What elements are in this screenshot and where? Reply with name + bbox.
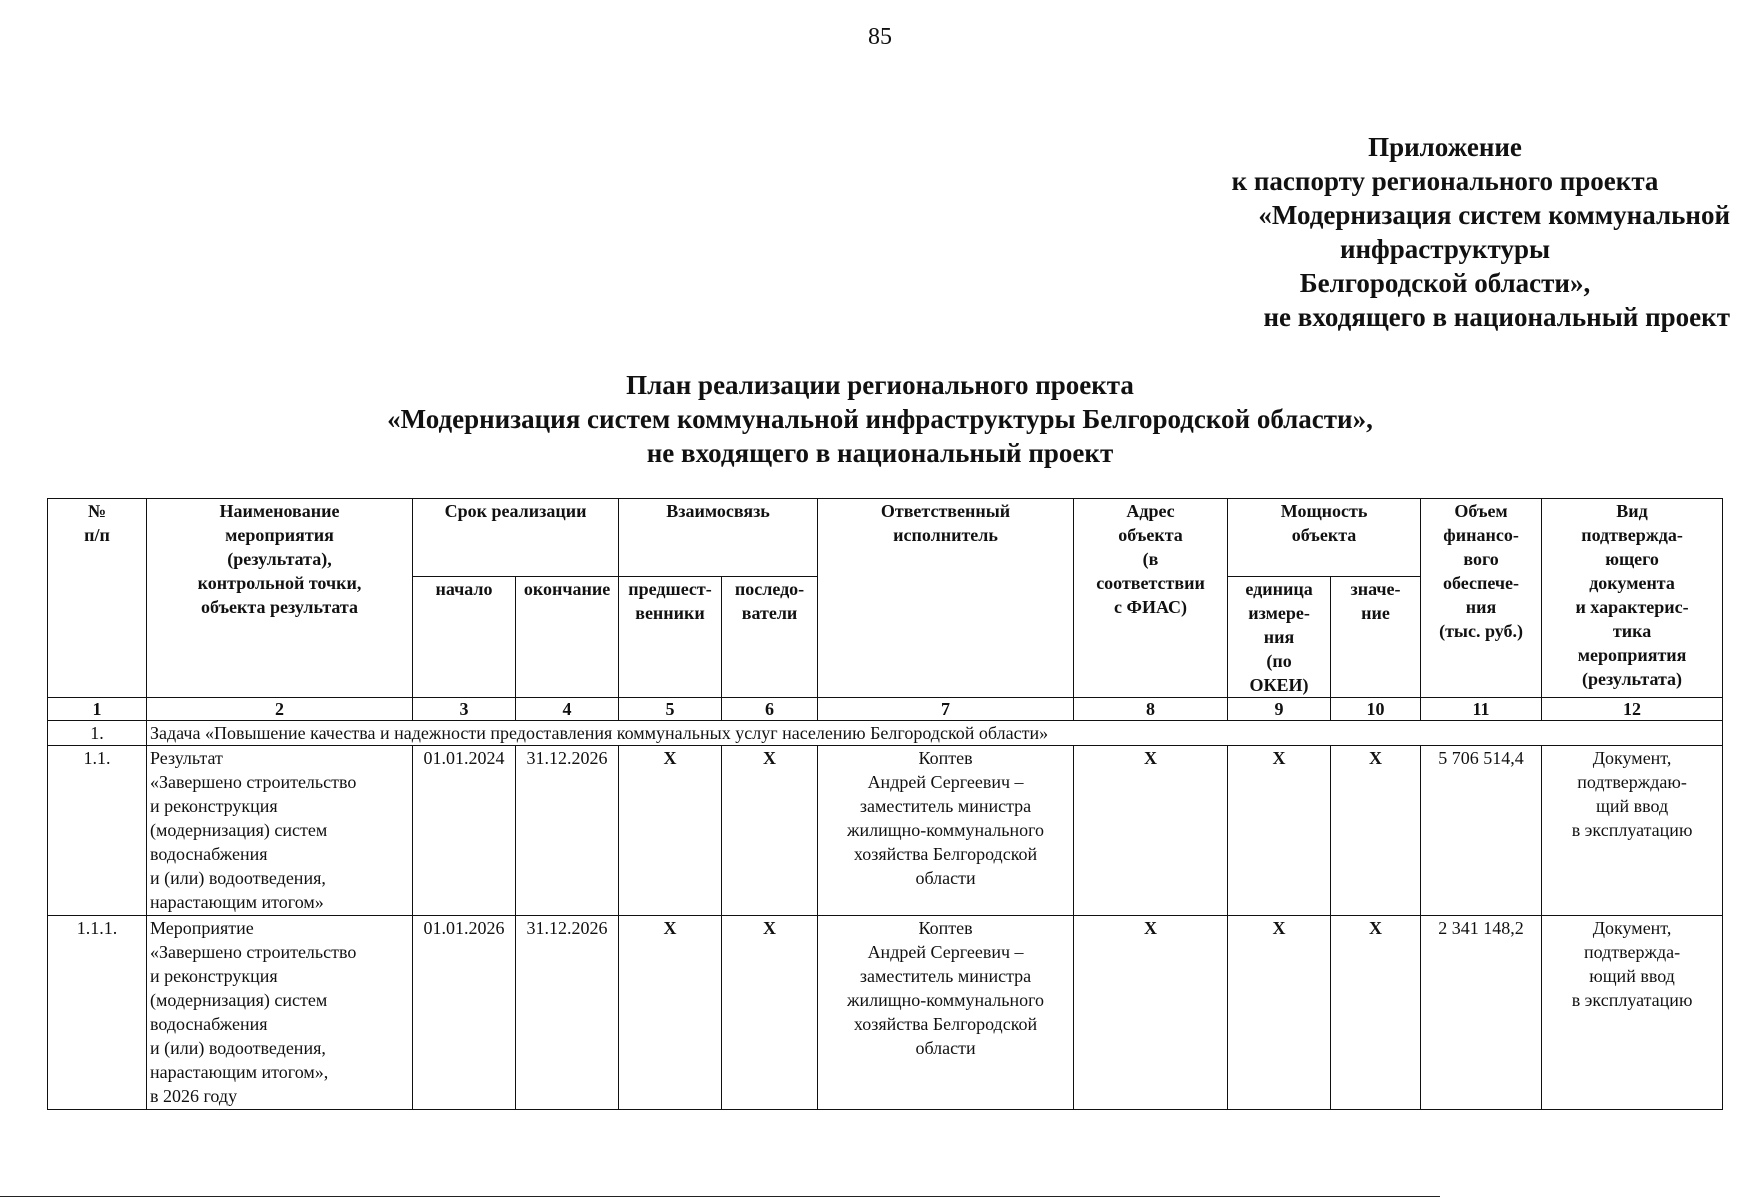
column-number: 3 bbox=[413, 698, 516, 721]
row-end: 31.12.2026 bbox=[516, 746, 619, 916]
implementation-plan-table bbox=[47, 498, 1723, 1110]
header-value: значе- ние bbox=[1331, 577, 1421, 698]
column-number-row bbox=[48, 698, 1723, 721]
header-predecessors: предшест- венники bbox=[619, 577, 722, 698]
row-value: X bbox=[1331, 746, 1421, 916]
task-text: Задача «Повышение качества и надежности предоставления коммунальных услуг населению Белгородской области» bbox=[147, 721, 1723, 746]
header-relation: Взаимосвязь bbox=[619, 499, 818, 577]
column-number: 12 bbox=[1542, 698, 1723, 721]
header-name: Наименование мероприятия (результата), контрольной точки, объекта результата bbox=[147, 499, 413, 698]
column-number: 6 bbox=[722, 698, 818, 721]
document-title bbox=[0, 368, 1760, 470]
annex-line: к паспорту регионального проекта bbox=[1231, 166, 1659, 196]
row-name: Мероприятие «Завершено строительство и реконструкция (модернизация) систем водоснабжения и (или) водоотведения, нарастающим итогом», в 2026 году bbox=[147, 916, 413, 1110]
row-name: Результат «Завершено строительство и реконструкция (модернизация) систем водоснабжения и (или) водоотведения, нарастающим итогом» bbox=[147, 746, 413, 916]
table-row bbox=[48, 746, 1723, 916]
header-end: окончание bbox=[516, 577, 619, 698]
header-doc: Вид подтвержда- ющего документа и характерис- тика мероприятия (результата) bbox=[1542, 499, 1723, 698]
row-finance: 2 341 148,2 bbox=[1421, 916, 1542, 1110]
column-number: 5 bbox=[619, 698, 722, 721]
row-responsible: Коптев Андрей Сергеевич – заместитель министра жилищно-коммунального хозяйства Белгородской области bbox=[818, 916, 1074, 1110]
table-row bbox=[48, 916, 1723, 1110]
page-bottom-rule bbox=[0, 1196, 1440, 1197]
row-predecessors: X bbox=[619, 916, 722, 1110]
row-value: X bbox=[1331, 916, 1421, 1110]
row-start: 01.01.2026 bbox=[413, 916, 516, 1110]
task-num: 1. bbox=[48, 721, 147, 746]
title-line: План реализации регионального проекта bbox=[626, 370, 1134, 400]
row-unit: X bbox=[1228, 746, 1331, 916]
header-capacity: Мощность объекта bbox=[1228, 499, 1421, 577]
header-start: начало bbox=[413, 577, 516, 698]
row-end: 31.12.2026 bbox=[516, 916, 619, 1110]
row-successors: X bbox=[722, 746, 818, 916]
annex-line: Белгородской области», bbox=[1299, 268, 1591, 298]
annex-heading bbox=[1160, 130, 1730, 334]
header-unit: единица измере- ния (по ОКЕИ) bbox=[1228, 577, 1331, 698]
annex-line: Приложение bbox=[1368, 132, 1522, 162]
column-number: 7 bbox=[818, 698, 1074, 721]
row-unit: X bbox=[1228, 916, 1331, 1110]
column-number: 9 bbox=[1228, 698, 1331, 721]
title-line: «Модернизация систем коммунальной инфраструктуры Белгородской области», bbox=[387, 404, 1373, 434]
row-start: 01.01.2024 bbox=[413, 746, 516, 916]
column-number: 8 bbox=[1074, 698, 1228, 721]
title-line: не входящего в национальный проект bbox=[646, 438, 1114, 468]
row-successors: X bbox=[722, 916, 818, 1110]
row-doc: Документ, подтверждаю- щий ввод в эксплуатацию bbox=[1542, 746, 1723, 916]
header-address: Адрес объекта (в соответствии с ФИАС) bbox=[1074, 499, 1228, 698]
annex-line: не входящего в национальный проект bbox=[1263, 302, 1730, 332]
header-finance: Объем финансо- вого обеспече- ния (тыс. руб.) bbox=[1421, 499, 1542, 698]
header-period: Срок реализации bbox=[413, 499, 619, 577]
annex-line: «Модернизация систем коммунальной bbox=[1258, 200, 1730, 230]
column-number: 4 bbox=[516, 698, 619, 721]
header-successors: последо- ватели bbox=[722, 577, 818, 698]
row-num: 1.1.1. bbox=[48, 916, 147, 1110]
row-address: X bbox=[1074, 746, 1228, 916]
column-number: 10 bbox=[1331, 698, 1421, 721]
row-doc: Документ, подтвержда- ющий ввод в эксплуатацию bbox=[1542, 916, 1723, 1110]
page-number: 85 bbox=[868, 24, 892, 50]
row-predecessors: X bbox=[619, 746, 722, 916]
header-responsible: Ответственный исполнитель bbox=[818, 499, 1074, 698]
row-address: X bbox=[1074, 916, 1228, 1110]
row-finance: 5 706 514,4 bbox=[1421, 746, 1542, 916]
row-responsible: Коптев Андрей Сергеевич – заместитель министра жилищно-коммунального хозяйства Белгородской области bbox=[818, 746, 1074, 916]
row-num: 1.1. bbox=[48, 746, 147, 916]
column-number: 11 bbox=[1421, 698, 1542, 721]
column-number: 1 bbox=[48, 698, 147, 721]
task-row bbox=[48, 721, 1723, 746]
column-number: 2 bbox=[147, 698, 413, 721]
header-num: № п/п bbox=[48, 499, 147, 698]
annex-line: инфраструктуры bbox=[1339, 234, 1551, 264]
